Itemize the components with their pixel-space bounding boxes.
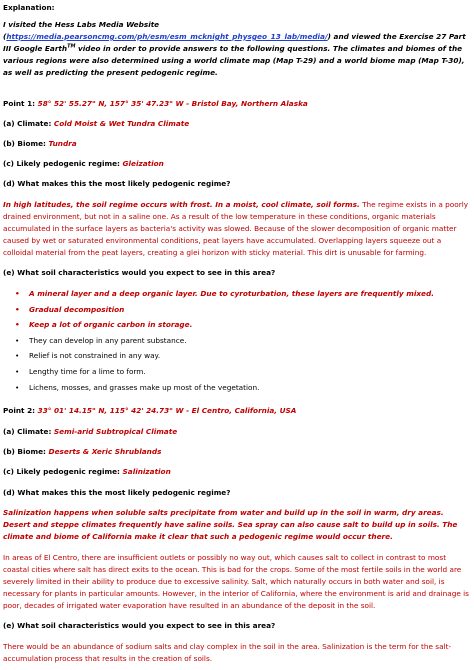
- list-item: • Keep a lot of organic carbon in storage.: [29, 317, 470, 333]
- intro-pre: I visited the Hess Labs Media Website (: [3, 20, 160, 41]
- list-item: • A mineral layer and a deep organic layer. Due to cyroturbation, these layers are frequently mixed.: [29, 286, 470, 302]
- point2-climate-label: (a) Climate:: [3, 427, 54, 436]
- point2-soil-answer: There would be an abundance of sodium salts and clay complex in the soil in the area. Salinization is the term for the salt-accumulation process that results in the creation of soils.: [3, 642, 452, 663]
- point2-regime-label: (c) Likely pedogenic regime:: [3, 467, 123, 476]
- point2-climate: [3, 426, 470, 438]
- intro-paragraph: [3, 19, 470, 79]
- point1-regime-value: Gleization: [122, 159, 164, 168]
- point1-climate-label: (a) Climate:: [3, 119, 54, 128]
- explanation-heading: Explanation:: [3, 3, 55, 12]
- point1-label: Point 1:: [3, 99, 38, 108]
- point2-heading: [3, 405, 470, 417]
- point1-biome-label: (b) Biome:: [3, 139, 49, 148]
- point2-label: Point 2:: [3, 406, 38, 415]
- point2-biome-label: (b) Biome:: [3, 447, 49, 456]
- point1-heading: [3, 98, 470, 110]
- point2-regime-value: Salinization: [122, 467, 171, 476]
- list-item: • They can develop in any parent substance.: [29, 333, 470, 349]
- point1-coords: 58° 52' 55.27" N, 157° 35' 47.23" W - Bristol Bay, Northern Alaska: [37, 99, 308, 108]
- point2-answer-body: In areas of El Centro, there are insufficient outlets or possibly no way out, which causes salt to collect in contrast to most coastal cities where salt has direct exits to the ocean. This is bad for the crops. Some of the most fertile soils in the world are severely limited in their ability to produce due to excessive salinity. Salt, which naturally occurs in both water and soil, is necessary for plants in particular amounts. However, in the interior of California, where the environment is arid and drainage is poor, decades of irrigated water evaporation have resulted in an abundance of the deposit in the soil.: [3, 553, 469, 610]
- point1-answer-body: The regime exists in a poorly drained environment, but not in a saline one. As a result of the low temperature in these conditions, organic materials accumulated in the surface layers as bacteria's activity was slowed. Because of the slower decomposition of organic matter caused by wet or saturated environmental conditions, peat layers have accumulated. Overlapping layers squeeze out a colloidal material from the peat layers, creating a glei horizon with sticky material. This dirt is unusable for farming.: [3, 200, 469, 257]
- point2-biome: [3, 446, 470, 458]
- hess-labs-link[interactable]: https://media.pearsoncmg.com/ph/esm/esm_mcknight_physgeo_13_lab/media/: [6, 31, 328, 41]
- point2-why-question: (d) What makes this the most likely pedogenic regime?: [3, 488, 231, 497]
- point1-bullet-list: [3, 286, 470, 395]
- point2-biome-value: Deserts & Xeric Shrublands: [48, 447, 162, 456]
- point2-coords: 33° 01' 14.15" N, 115° 42' 24.73" W - El Centro, California, USA: [37, 406, 297, 415]
- point1-regime-label: (c) Likely pedogenic regime:: [3, 159, 123, 168]
- point2-climate-value: Semi-arid Subtropical Climate: [53, 427, 178, 436]
- list-item: • Gradual decomposition: [29, 302, 470, 318]
- point1-climate-value: Cold Moist & Wet Tundra Climate: [53, 119, 190, 128]
- point1-regime: [3, 158, 470, 170]
- point2-soil-question: (e) What soil characteristics would you expect to see in this area?: [3, 621, 276, 630]
- point2-answer-bold: Salinization happens when soluble salts precipitate from water and build up in the soil in warm, dry areas. Desert and steppe climates frequently have saline soils. Sea spray can also cause salt to build up in soils. The climate and biome of California make it clear that such a pedogenic regime would occur there.: [3, 508, 458, 541]
- point1-biome-value: Tundra: [48, 139, 77, 148]
- intro-mid: ) and viewed the Exercise 27 Part III Google Earth: [3, 31, 466, 53]
- point2-regime: [3, 466, 470, 478]
- list-item: • Relief is not constrained in any way.: [29, 348, 470, 364]
- point1-why-question: (d) What makes this the most likely pedogenic regime?: [3, 179, 231, 188]
- list-item: • Lichens, mosses, and grasses make up most of the vegetation.: [29, 380, 470, 396]
- trademark-sup: TM: [67, 43, 76, 50]
- point1-biome: [3, 138, 470, 150]
- point1-soil-question: (e) What soil characteristics would you expect to see in this area?: [3, 268, 276, 277]
- point1-answer-bold: In high latitudes, the soil regime occurs with frost. In a moist, cool climate, soil forms.: [3, 200, 360, 209]
- point1-answer: [3, 199, 470, 259]
- list-item: • Lengthy time for a lime to form.: [29, 364, 470, 380]
- point1-climate: [3, 118, 470, 130]
- intro-post: video in order to provide answers to the following questions. The climates and biomes of the various regions were also determined using a world climate map (Map T-29) and a world biome map (Map T-30), as well as predicting the present pedogenic regime.: [3, 43, 465, 77]
